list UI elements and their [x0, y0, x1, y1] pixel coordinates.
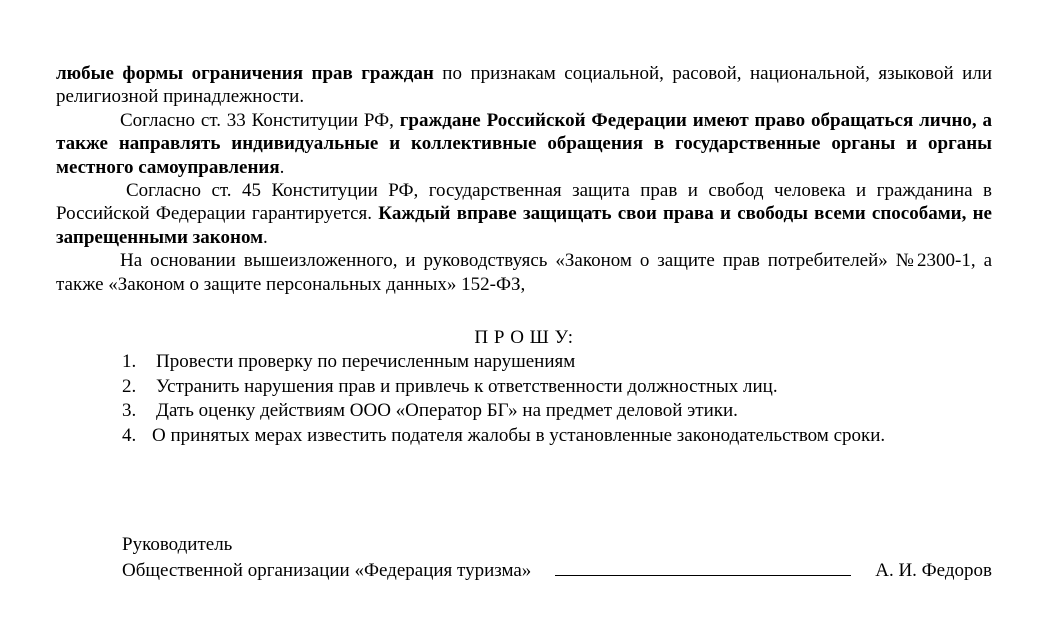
signature-block [122, 533, 992, 583]
list-item [122, 375, 992, 400]
list-number: 2. [122, 375, 137, 397]
paragraph-article-45 [56, 179, 992, 249]
spacer [56, 296, 992, 326]
paragraph-tail: . [279, 156, 285, 178]
paragraph-discrimination [56, 62, 992, 109]
list-number: 1. [122, 351, 137, 373]
list-item [122, 424, 992, 449]
list-item [122, 399, 992, 424]
paragraph-basis [56, 249, 992, 296]
list-text: О принятых мерах известить подателя жалобы в установленные законодательством сроки. [152, 424, 886, 446]
bold-text: Каждый вправе защищать свои права и свободы всеми способами, не запрещенными законом [56, 203, 992, 248]
list-text: Устранить нарушения прав и привлечь к ответственности должностных лиц. [156, 375, 778, 397]
signature-role: Руководитель [122, 534, 233, 555]
signature-blank-line [555, 557, 851, 576]
paragraph-text: Согласно ст. 45 Конституции РФ, государственная защита прав и свобод человека и гражданина в Российской Федерации гарантируется. [56, 180, 992, 225]
list-item [122, 350, 992, 375]
signature-organization: Общественной организации «Федерация туризма» [122, 560, 532, 581]
list-number: 3. [122, 400, 137, 422]
signature-line [122, 557, 992, 583]
request-title: П Р О Ш У: [474, 327, 574, 349]
paragraph-text: На основании вышеизложенного, и руководствуясь «Законом о защите прав потребителей» №2300-1, а также «Законом о защите персональных данных» 152-ФЗ, [56, 250, 992, 295]
list-text: Дать оценку действиям ООО «Оператор БГ» на предмет деловой этики. [156, 400, 738, 422]
list-number: 4. [122, 424, 137, 446]
list-text: Провести проверку по перечисленным нарушениям [156, 351, 576, 373]
signature-name: А. И. Федоров [875, 560, 992, 581]
paragraph-article-33 [56, 109, 992, 179]
bold-text: любые формы ограничения прав граждан [56, 63, 434, 84]
paragraph-text: Согласно ст. 33 Конституции РФ, [120, 109, 400, 131]
paragraph-tail: . [263, 226, 268, 248]
paragraph-text: по признакам социальной, расовой, национальной, языковой или религиозной принадлежности. [56, 63, 992, 108]
request-list [122, 350, 992, 448]
bold-text: граждане Российской Федерации имеют право обращаться лично, а также направлять индивидуальные и коллективные обращения в государственные органы и органы местного самоуправления [56, 109, 993, 178]
document-body [56, 62, 992, 448]
